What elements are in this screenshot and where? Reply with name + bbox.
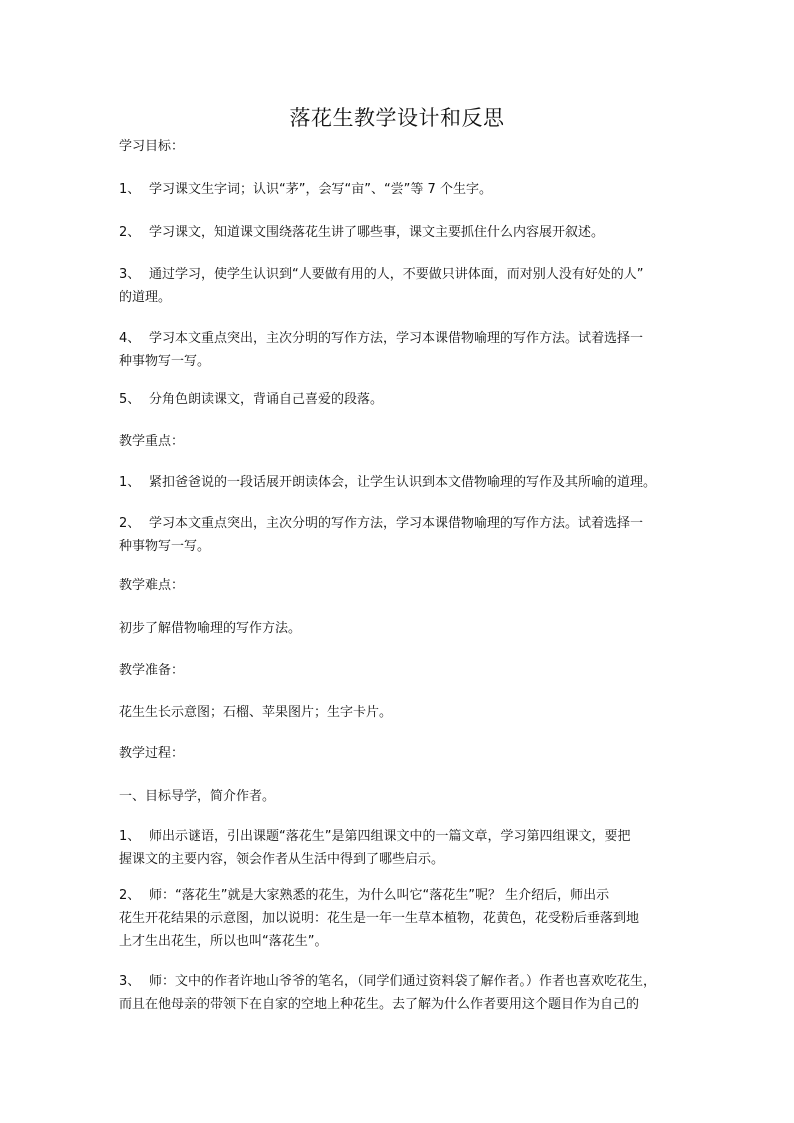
objective-item-3	[119, 263, 679, 309]
objective-number: 3、	[119, 267, 141, 282]
process-number: 3、	[119, 974, 141, 989]
key-point-text-cont: 种事物写一写。	[119, 539, 211, 554]
objective-item-2	[119, 224, 604, 242]
objective-number: 4、	[119, 331, 141, 346]
process-number: 1、	[119, 829, 141, 844]
process-number: 2、	[119, 888, 141, 903]
objective-text: 学习本文重点突出，主次分明的写作方法，学习本课借物喻理的写作方法。试着选择一	[149, 331, 644, 346]
objective-item-1	[119, 181, 492, 199]
process-text: 师：“落花生”就是大家熟悉的花生，为什么叫它“落花生”呢？ 生介绍后，师出示	[149, 888, 610, 903]
process-heading: 教学过程：	[119, 746, 185, 761]
prep-text: 花生生长示意图；石榴、苹果图片；生字卡片。	[119, 705, 393, 720]
objectives-heading: 学习目标：	[119, 139, 185, 154]
process-text-cont: 上才生出花生，所以也叫“落花生”。	[119, 934, 328, 949]
objective-text-cont: 的道理。	[119, 290, 172, 305]
objective-text-cont: 种事物写一写。	[119, 354, 211, 369]
objective-number: 5、	[119, 392, 141, 407]
process-text-cont: 握课文的主要内容，领会作者从生活中得到了哪些启示。	[119, 852, 445, 867]
key-point-item-2	[119, 512, 679, 558]
key-points-heading: 教学重点：	[119, 434, 185, 449]
objective-text: 分角色朗读课文，背诵自己喜爱的段落。	[149, 392, 384, 407]
process-item-3	[119, 970, 679, 1016]
process-text-cont: 花生开花结果的示意图，加以说明：花生是一年一生草本植物，花黄色，花受粉后垂落到地	[119, 911, 640, 926]
process-text-cont: 而且在他母亲的带领下在自家的空地上种花生。去了解为什么作者要用这个题目作为自己的	[119, 997, 640, 1012]
prep-heading: 教学准备：	[119, 663, 185, 678]
process-step-1: 一、目标导学，简介作者。	[119, 789, 276, 804]
process-item-2	[119, 884, 679, 953]
key-point-number: 1、	[119, 475, 141, 490]
process-item-1	[119, 825, 679, 871]
key-point-number: 2、	[119, 516, 141, 531]
objective-number: 1、	[119, 182, 141, 197]
objective-text: 学习课文，知道课文围绕落花生讲了哪些事，课文主要抓住什么内容展开叙述。	[149, 225, 605, 240]
objective-item-4	[119, 327, 679, 373]
document-title: 落花生教学设计和反思	[289, 106, 505, 130]
objective-number: 2、	[119, 225, 141, 240]
key-point-item-1	[119, 474, 656, 492]
process-text: 师：文中的作者许地山爷爷的笔名，（同学们通过资料袋了解作者。）作者也喜欢吃花生，	[149, 974, 657, 989]
objective-item-5	[119, 391, 383, 409]
key-point-text: 紧扣爸爸说的一段话展开朗读体会，让学生认识到本文借物喻理的写作及其所喻的道理。	[149, 475, 657, 490]
key-point-text: 学习本文重点突出，主次分明的写作方法，学习本课借物喻理的写作方法。试着选择一	[149, 516, 644, 531]
process-text: 师出示谜语，引出课题“落花生”是第四组课文中的一篇文章，学习第四组课文，要把	[149, 829, 631, 844]
objective-text: 学习课文生字词；认识“茅”，会写“亩”、“尝”等 7 个生字。	[149, 182, 492, 197]
objective-text: 通过学习，使学生认识到“人要做有用的人，不要做只讲体面，而对别人没有好处的人”	[149, 267, 644, 282]
difficulty-heading: 教学难点：	[119, 578, 185, 593]
difficulty-text: 初步了解借物喻理的写作方法。	[119, 621, 302, 636]
